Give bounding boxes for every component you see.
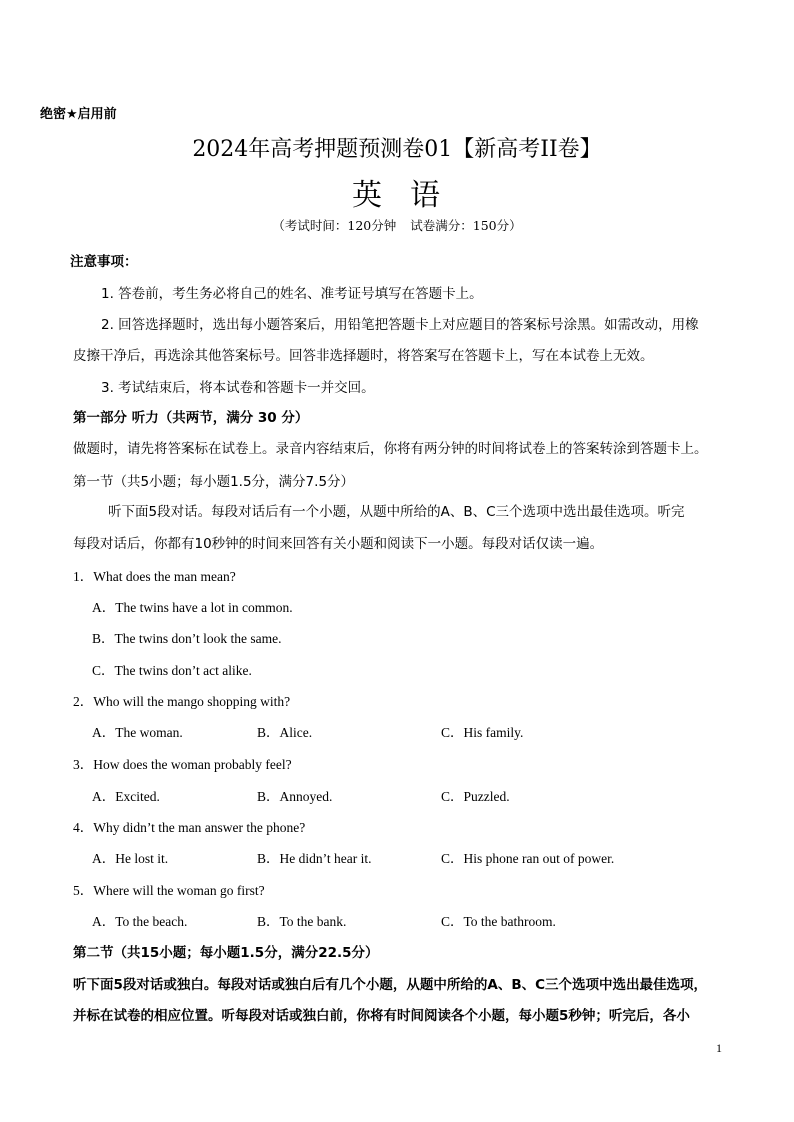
question-2-option-a: A．The woman.: [92, 725, 183, 740]
exam-time-info: [0, 216, 794, 234]
question-4-option-a: A．He lost it.: [92, 851, 169, 866]
confidential-label: 绝密★启用前: [40, 107, 117, 122]
question-1-option-b: B．The twins don’t look the same.: [92, 631, 282, 646]
section1-directions-line-1: 听下面5段对话。每段对话后有一个小题，从题中所给的A、B、C三个选项中选出最佳选项。听完: [108, 504, 685, 520]
question-5-option-a: A．To the beach.: [92, 914, 188, 929]
exam-title: 2024年高考押题预测卷01【新高考II卷】: [192, 137, 602, 162]
question-4-stem: 4．Why didn’t the man answer the phone?: [73, 820, 306, 835]
notes-heading: 注意事项：: [70, 254, 138, 270]
question-2-option-b: B．Alice.: [257, 725, 313, 740]
part1-heading: 第一部分 听力（共两节，满分 30 分）: [73, 410, 309, 426]
question-2-option-c: C．His family.: [441, 725, 524, 740]
question-5-stem: 5．Where will the woman go first?: [73, 883, 265, 898]
question-3-option-b: B．Annoyed.: [257, 789, 333, 804]
section1-directions-line-2: 每段对话后，你都有10秒钟的时间来回答有关小题和阅读下一小题。每段对话仅读一遍。: [73, 536, 604, 552]
question-4-option-b: B．He didn’t hear it.: [257, 851, 372, 866]
question-1-option-c: C．The twins don’t act alike.: [92, 663, 252, 678]
question-5-option-b: B．To the bank.: [257, 914, 347, 929]
section2-directions-line-1: 听下面5段对话或独白。每段对话或独白后有几个小题，从题中所给的A、B、C三个选项中选出最佳选项，: [73, 977, 708, 993]
question-1-stem: 1．What does the man mean?: [73, 569, 236, 584]
question-3-option-c: C．Puzzled.: [441, 789, 510, 804]
section1-heading: 第一节（共5小题；每小题1.5分，满分7.5分）: [73, 474, 355, 490]
subject-char-1: 英: [352, 178, 384, 213]
question-3-option-a: A．Excited.: [92, 789, 160, 804]
note-item-1: 1. 答卷前，考生务必将自己的姓名、准考证号填写在答题卡上。: [101, 286, 483, 302]
note-item-2-line-2: 皮擦干净后，再选涂其他答案标号。回答非选择题时，将答案写在答题卡上，写在本试卷上无效。: [73, 348, 654, 364]
subject-char-2: 语: [410, 178, 442, 213]
note-item-3: 3. 考试结束后，将本试卷和答题卡一并交回。: [101, 380, 375, 396]
question-3-stem: 3．How does the woman probably feel?: [73, 757, 292, 772]
part1-instruction: 做题时，请先将答案标在试卷上。录音内容结束后，你将有两分钟的时间将试卷上的答案转涂到答题卡上。: [73, 441, 708, 457]
section2-heading: 第二节（共15小题；每小题1.5分，满分22.5分）: [73, 945, 379, 961]
subject-title: [0, 170, 794, 214]
question-4-option-c: C．His phone ran out of power.: [441, 851, 615, 866]
question-5-option-c: C．To the bathroom.: [441, 914, 556, 929]
question-1-option-a: A．The twins have a lot in common.: [92, 600, 293, 615]
question-2-stem: 2．Who will the mango shopping with?: [73, 694, 291, 709]
time-limit: （考试时间：120分钟: [272, 218, 397, 233]
note-item-2-line-1: 2. 回答选择题时，选出每小题答案后，用铅笔把答题卡上对应题目的答案标号涂黑。如需改动，用橡: [101, 317, 699, 333]
page-number: 1: [716, 1041, 722, 1055]
full-score: 试卷满分：150分）: [410, 218, 522, 233]
section2-directions-line-2: 并标在试卷的相应位置。听每段对话或独白前，你将有时间阅读各个小题，每小题5秒钟；听完后，各小: [73, 1008, 690, 1024]
